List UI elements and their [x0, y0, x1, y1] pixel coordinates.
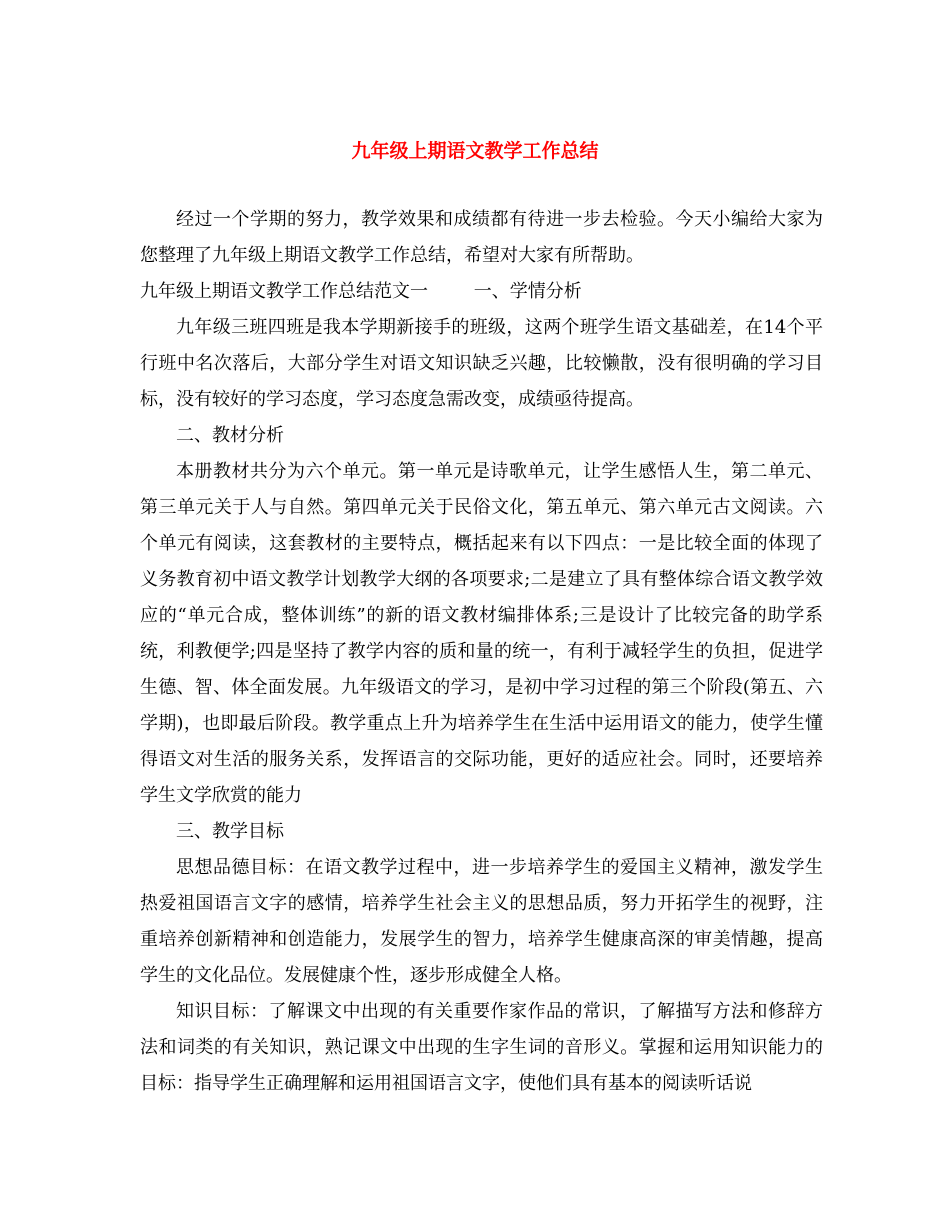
moral-goal-paragraph: 思想品德目标：在语文教学过程中，进一步培养学生的爱国主义精神，激发学生热爱祖国语言文字的感情，培养学生社会主义的思想品质，努力开拓学生的视野，注重培养创新精神和创造能力，发展学生的智力，培养学生健康高深的审美情趣，提高学生的文化品位。发展健康个性，逐步形成健全人格。 — [140, 857, 823, 986]
document-title: 九年级上期语文教学工作总结 — [351, 140, 599, 162]
section1-heading: 一、学情分析 — [473, 281, 582, 302]
section2-heading: 二、教材分析 — [176, 425, 284, 446]
section2-paragraph: 本册教材共分为六个单元。第一单元是诗歌单元，让学生感悟人生，第二单元、第三单元关于人与自然。第四单元关于民俗文化，第五单元、第六单元古文阅读。六个单元有阅读，这套教材的主要特点，概括起来有以下四点：一是比较全面的体现了义务教育初中语文教学计划教学大纲的各项要求;二是建立了具有整体综合语文教学效应的“单元合成，整体训练”的新的语文教材编排体系;三是设计了比较完备的助学系统，利教便学;四是坚持了教学内容的质和量的统一，有利于减轻学生的负担，促进学生德、智、体全面发展。九年级语文的学习，是初中学习过程的第三个阶段(第五、六学期)，也即最后阶段。教学重点上升为培养学生在生活中运用语文的能力，使学生懂得语文对生活的服务关系，发挥语言的交际功能，更好的适应社会。同时，还要培养学生文学欣赏的能力 — [140, 461, 823, 806]
knowledge-goal-paragraph: 知识目标：了解课文中出现的有关重要作家作品的常识，了解描写方法和修辞方法和词类的有关知识，熟记课文中出现的生字生词的音形义。掌握和运用知识能力的目标：指导学生正确理解和运用祖国语言文字，使他们具有基本的阅读听话说 — [140, 1001, 823, 1094]
intro-paragraph: 经过一个学期的努力，教学效果和成绩都有待进一步去检验。今天小编给大家为您整理了九年级上期语文教学工作总结，希望对大家有所帮助。 — [140, 209, 823, 266]
document-body — [140, 202, 823, 1102]
section1-paragraph: 九年级三班四班是我本学期新接手的班级，这两个班学生语文基础差，在14个平行班中名次落后，大部分学生对语文知识缺乏兴趣，比较懒散，没有很明确的学习目标，没有较好的学习态度，学习态度急需改变，成绩亟待提高。 — [140, 317, 823, 410]
section3-heading: 三、教学目标 — [176, 821, 284, 842]
sample-heading: 九年级上期语文教学工作总结范文一 — [140, 281, 428, 302]
sample-heading-line — [140, 274, 823, 310]
